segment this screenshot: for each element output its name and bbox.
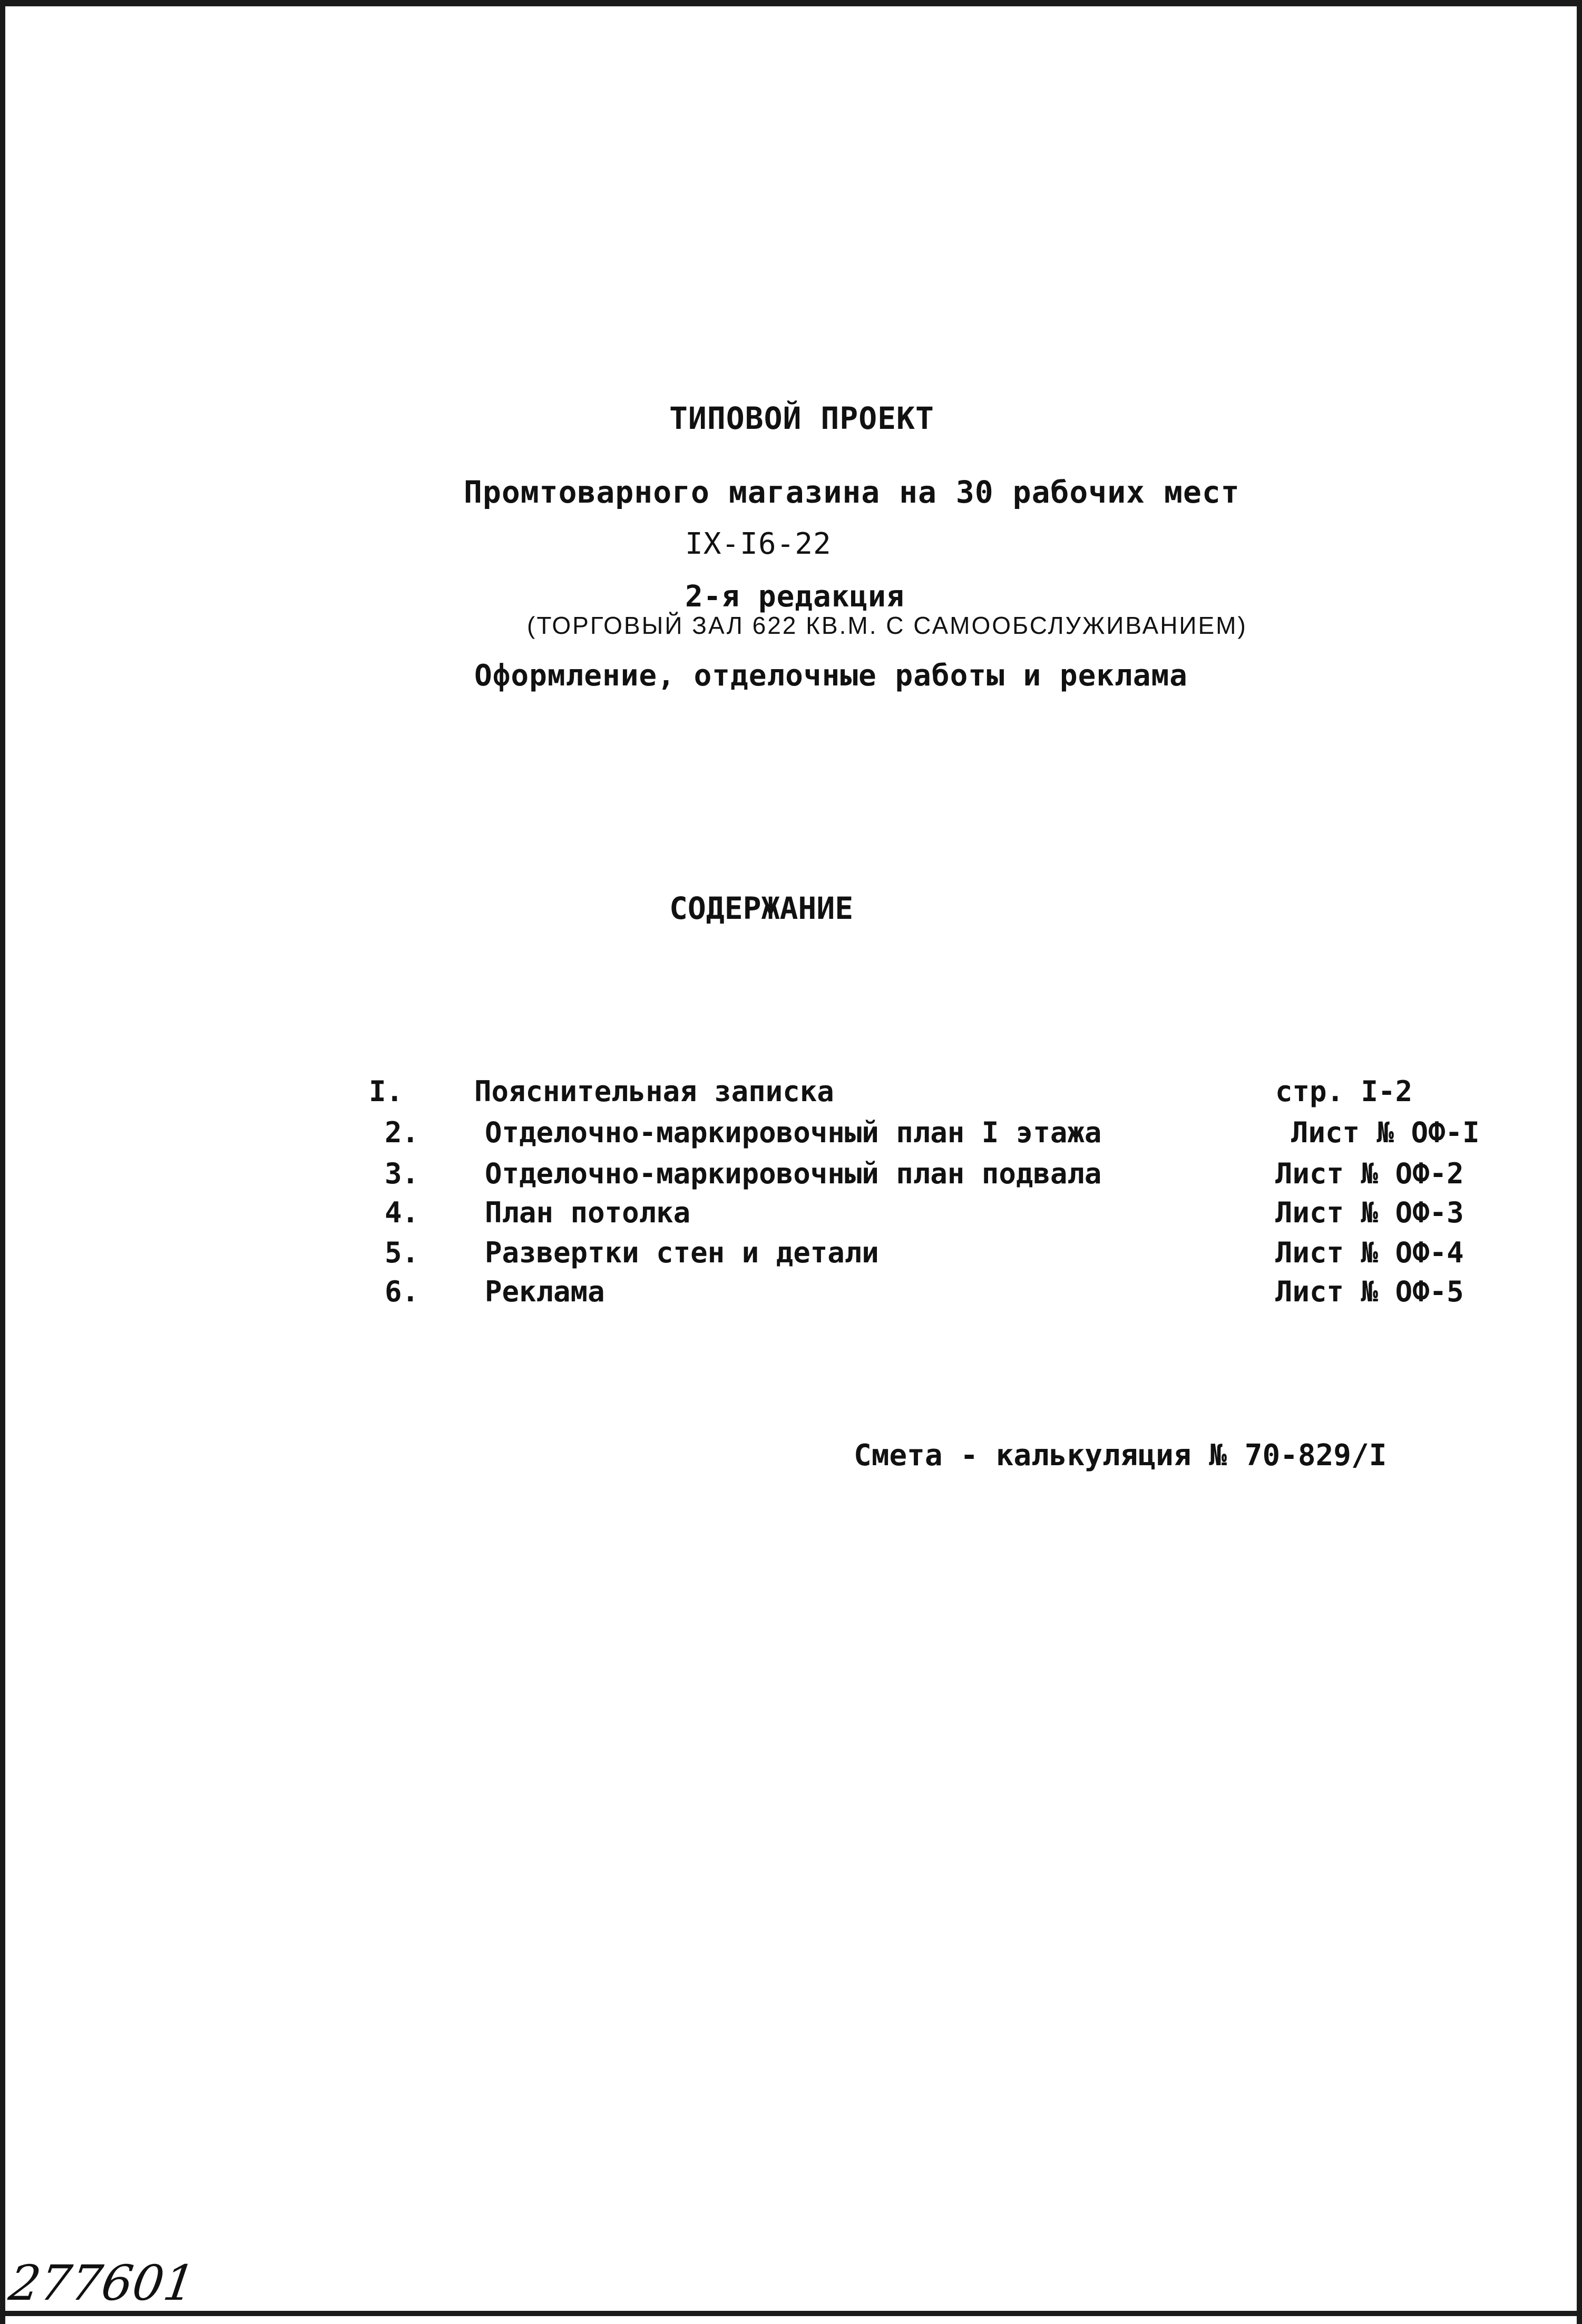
- frame-top-border: [0, 0, 1582, 6]
- toc-reference: Лист № ОФ-2: [1275, 1157, 1464, 1190]
- doc-subject: Оформление, отделочные работы и реклама: [474, 659, 1188, 693]
- toc-number: 3.: [385, 1157, 419, 1190]
- doc-edition: 2-я редакция: [685, 580, 905, 614]
- toc-reference: стр. I-2: [1275, 1075, 1413, 1108]
- toc-number: 6.: [385, 1275, 419, 1308]
- toc-title: План потолка: [485, 1196, 691, 1229]
- toc-number: 4.: [385, 1196, 419, 1229]
- toc-title: Реклама: [485, 1275, 605, 1308]
- toc-number: I.: [369, 1075, 404, 1108]
- toc-reference: Лист № ОФ-4: [1275, 1236, 1464, 1269]
- toc-row: [0, 1196, 1582, 1233]
- margin-tick: [0, 964, 4, 985]
- toc-row: [0, 1157, 1582, 1194]
- frame-bottom-border: [0, 2311, 1582, 2316]
- toc-title: Отделочно-маркировочный план подвала: [485, 1157, 1102, 1190]
- toc-number: 5.: [385, 1236, 419, 1269]
- toc-row: [0, 1075, 1582, 1112]
- toc-reference: Лист № ОФ-I: [1291, 1116, 1480, 1149]
- toc-title: Пояснительная записка: [474, 1075, 834, 1108]
- doc-type: ТИПОВОЙ ПРОЕКТ: [669, 400, 934, 436]
- toc-number: 2.: [385, 1116, 419, 1149]
- doc-code: IX-I6-22: [685, 527, 832, 561]
- toc-title: Отделочно-маркировочный план I этажа: [485, 1116, 1102, 1149]
- doc-name: Промтоварного магазина на 30 рабочих мест: [464, 474, 1240, 510]
- toc-reference: Лист № ОФ-3: [1275, 1196, 1464, 1229]
- estimate-reference: Смета - калькуляция № 70-829/I: [854, 1438, 1387, 1473]
- toc-row: [0, 1275, 1582, 1312]
- doc-hall: (ТОРГОВЫЙ ЗАЛ 622 КВ.М. С САМООБСЛУЖИВАНИЕМ): [527, 612, 1247, 639]
- toc-row: [0, 1116, 1582, 1153]
- contents-title: СОДЕРЖАНИЕ: [669, 890, 854, 926]
- toc-row: [0, 1236, 1582, 1273]
- toc-title: Развертки стен и детали: [485, 1236, 879, 1269]
- toc-reference: Лист № ОФ-5: [1275, 1275, 1464, 1308]
- inventory-number: 277601: [5, 2255, 199, 2311]
